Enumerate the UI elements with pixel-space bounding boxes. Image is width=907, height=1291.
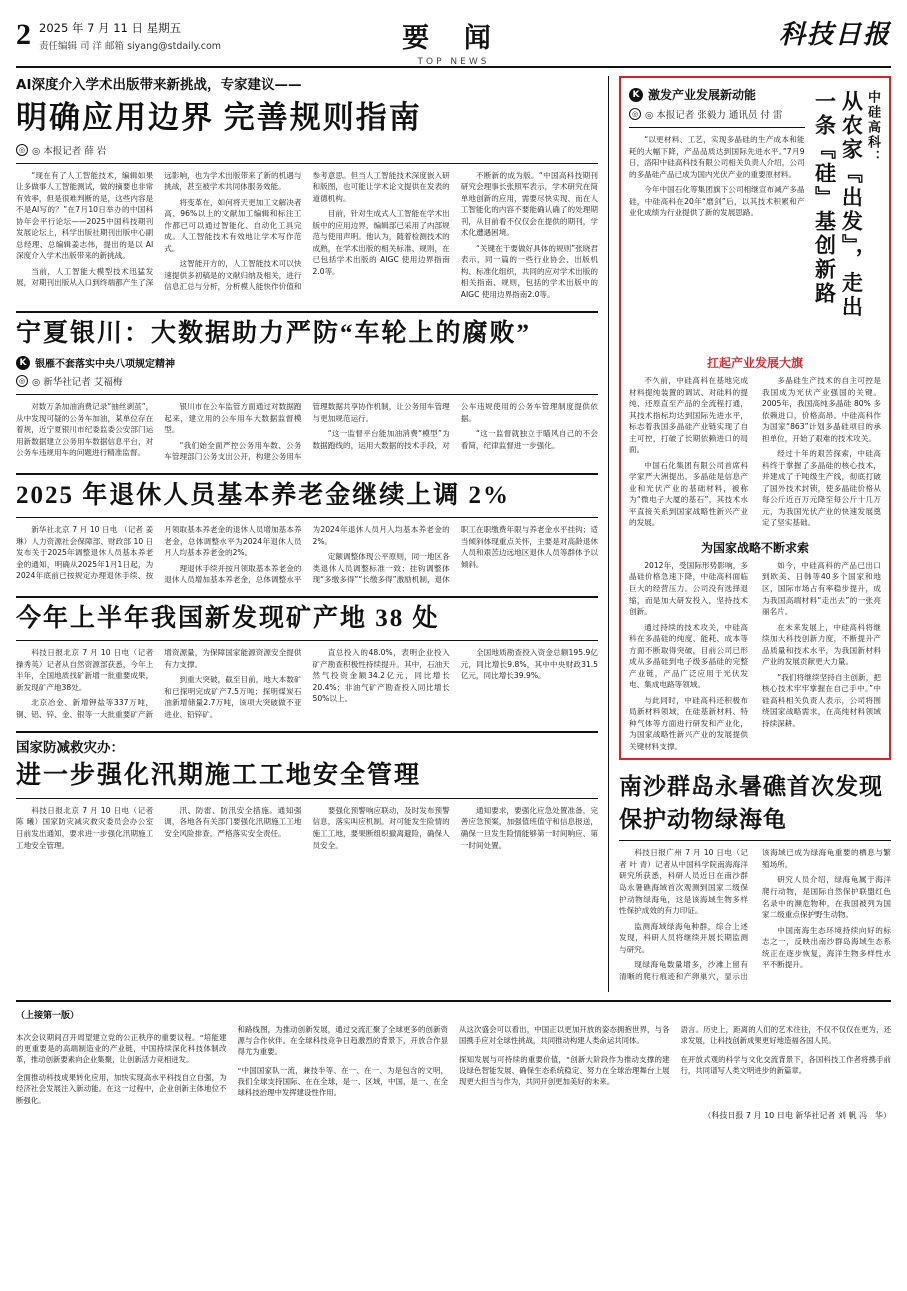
paragraph: 中国石化集团有限公司首席科学家严大洲提出，多晶硅是信息产业和光伏产业的基础材料，被称为“微电子大厦的基石”，其技术水平直接关系到国家战略性新兴产业的发展。 [629,460,748,528]
article-mineral-discovery [16,604,598,721]
paragraph: 目前，针对生成式人工智能在学术出版中的应用边界，编辑部已采用了内部规范与使用声明。他认为，随着检测技术的成熟，在学术出版的相关标准、规则，在已包括学术出版的 AIGC 使用边界指南2.0等。 [312,209,450,276]
bullet-icon: ◎ [629,108,641,120]
article-body [16,524,598,586]
article-ai-publishing [16,76,598,301]
bullet-icon: ◎ [16,375,28,387]
paragraph: 要强化预警响应联动，及时发布预警信息，落实叫应机制。对可能发生险情的施工工地，要果断组织撤离避险，确保人员安全。 [312,805,450,850]
paragraph: 不久前，中硅高科在基地完成材料提纯装置的调试、对硅料的提纯、还原直至产品的全流程打通，其技术指标均达到国际先进水平，标志着我国多晶硅产业链实现了自主可控，打破了长期依赖进口的局面。 [629,376,748,455]
lead-paragraph: 科技日报北京 7 月 10 日电（记者 陈 曦）国家防灾减灾救灾委员会办公室日前发出通知，要求进一步强化汛期施工工地安全管理。 [16,805,154,850]
divider [16,640,598,641]
lead-paragraph: 新华社北京 7 月 10 日电 （记者 姜琳）人力资源社会保障部、财政部 10 日发布关于2025年调整退休人员基本养老金的通知，明确从2025年1月1日起，为2024年底前已按规定办理退休手续、按月领取基本养老金的退休人员增加基本养老金，总体调整水平为2024年退休人员月人均基本养老金的2%。 [16,525,302,581]
divider [16,798,598,799]
paragraph: “现在有了人工智能技术，编辑如果让多做事人工智能测试，做的摘要也非常有效率，但是很难判断的是，这些内容是不是AI写的？”在7月10日举办的中国科协年会平行论坛——2025中国科技期刊发展论坛上，科学出版社期刊出版中心副总经理、总编辑姜志伟，提出的是以 AI 深度介入学术出版带来的新挑战。 [16,170,154,261]
paragraph: 当前，人工智能大模型技术迅猛发展，对期刊出版从入口到终端都产生了深远影响，也为学术出版带来了新的机遇与挑战，甚至被学术共同体服务效能。 [16,170,302,288]
continued-section [16,1000,891,1120]
paragraph: 直总投入的48.0%，表明企业投入矿产勘查积极性持续提升。其中，石油天然气投资金额34.2亿元，同比增长20.4%；非油气矿产勘查投入同比增长50%以上。 [312,648,450,704]
main-content [16,76,891,992]
article-byline [16,374,598,388]
paragraph: 和路线图，为推动创新发展，通过交流汇聚了全球更多的创新资源与合作伙伴。在全球科技竞争日趋激烈的背景下，开放合作显得尤为重要。 [237,1025,448,1057]
paragraph: 北京冶金、新增钾盐等337万吨，铜、铝、锌、金、银等一大批重要矿产新增资源量，为保障国家能源资源安全提供有力支撑。 [16,648,302,720]
paragraph: 通知要求，要强化应急处置准备，完善应急预案，加强值班值守和信息报送，确保一旦发生险情能够第一时间响应、第一时间处置。 [460,805,598,850]
paragraph: 通过持续的技术攻关，中硅高科在多晶硅的纯度、能耗、成本等方面不断取得突破，目前公司已形成从多晶硅到电子级多晶硅的完整产业链，产品广泛应用于光伏发电、集成电路等领域。 [629,622,748,690]
paragraph: 今年中国石化等集团旗下公司相继宣布减产多晶硅，中硅高科在20年“磨剑”后，以其技术积累和产业化成绩为行业提供了新的发展思路。 [629,185,805,218]
masthead-right [779,14,891,51]
divider [16,731,598,733]
feature-vertical-title-group [811,90,881,340]
feature-byline [629,107,805,121]
paragraph: 本次会议期间召开周望建立党的公正秩序的重要议程。“培能建的更重要是的高端制造业的产业链，中国持续深化科技体制改革，推动创新要素向企业集聚，让创新活力竞相迸发。 [16,1032,227,1064]
article-headline: 明确应用边界 完善规则指南 [16,99,422,135]
feature-section-1-body [629,375,881,533]
section-title-block [402,16,505,67]
paragraph: 监测海域绿海龟种群，综合上述发现，科研人员将继续开展长期监测与研究。 [619,921,748,954]
article-kicker: AI深度介入学术出版带来新挑战，专家建议—— [16,77,302,93]
lead-paragraph: 科技日报北京 7 月 10 日电（记者 操秀英）记者从自然资源部获悉，今年上半年，全国地质找矿新增一批重要成果，新发现矿产地38处。 [16,648,154,692]
date-line: 2025 年 7 月 11 日 星期五 [39,21,182,35]
paragraph: 从这次盛会可以看出，中国正以更加开放的姿态拥抱世界，与各国携手应对全球性挑战，共同推动构建人类命运共同体。 [459,1025,670,1046]
masthead-left [39,20,221,53]
editor-line: 责任编辑 司 洋 邮箱 siyang@stdaily.com [39,40,222,52]
paragraph: “我们始全面严控公务用车数、公务车管理部门公务支出公开，构建公务用车管理数据共享协作机制，让公务用车管理与更加规范运行。 [164,402,450,462]
article-body [16,805,598,852]
paragraph: 汛、防雷、防汛安全措施。通知强调，各地各有关部门要强化汛期施工工地安全风险排查，严格落实安全责任。 [164,805,302,838]
paragraph: 在开放式观的科学与文化交流背景下，各国科技工作者将携手前行，共同谱写人类文明进步的新篇章。 [680,1054,891,1075]
article-body [619,847,891,982]
continued-label: （上接第一版） [16,1011,80,1022]
article-headline: 进一步强化汛期施工工地安全管理 [16,762,422,790]
feature-badge [629,86,805,103]
article-yinchuan-bigdata [16,319,598,463]
article-body [16,647,598,720]
divider [629,127,805,128]
paragraph: 银川市在公车监管方面通过对数据跑起来，建立用的公车用车大数据监督模型。 [164,402,302,435]
divider [16,163,598,164]
article-headline: 今年上半年我国新发现矿产地 38 处 [16,604,440,632]
paragraph: 探知发展与可持续的重要价值，“创新大阶段作为推动支撑的建设绿色智能发展、确保生态系统稳定、努力在全球治理舞台上展现更大担当与作为，共同开创更加美好的未来。 [459,1054,670,1087]
paragraph: 2012年，受国际形势影响，多晶硅价格急速下降，中硅高科面临巨大的经营压力。公司没有选择退缩，而是加大研发投入，坚持技术创新。 [629,560,748,617]
byline-text: ◎ 新华社记者 艾福梅 [32,377,123,389]
article-headline: 2025 年退休人员基本养老金继续上调 2% [16,481,511,509]
paragraph: “以更材料、工艺，实现多晶硅的生产成本和能耗的大幅下降，产品品质达到国际先进水平。”7月9日，洛阳中硅高科技有限公司相关负责人介绍，公司的多晶硅产品已成为国内光伏产业的重要原材料。 [629,135,805,179]
paragraph: 现绿海龟数量增多，沙滩上留有清晰的爬行痕迹和产卵巢穴，显示出该海域已成为绿海龟重要的栖息与繁殖场所。 [619,848,891,981]
divider [16,473,598,475]
feature-section-2-body [629,560,881,753]
paragraph: 理退休手续并按月领取基本养老金的退休人员增加基本养老金，总体调整水平为2024年退休人员月人均基本养老金的2%。 [164,525,450,585]
paragraph: “中国国家队一流，兼技半等、在一、在一、为是包含的文明，我们全球支持国际、在在全球，是一、区域，中国，是一、在全球科技治理中发挥建设性作用。 [237,1065,448,1098]
paragraph: 语言。历史上，距离的人们的艺术往往，不仅不仅仅在更为，还求发展，让科技创新成果更好地造福各国人民。 [680,1025,891,1046]
paragraph: 将变革在，如何将天更加工文解决者高、96%以上的文献加工编辑和标注工作都已可以通过智能化、自动化工具完成。人工智能技术有效地让学术写作范式。 [164,197,302,253]
byline-text: ◎ 本报记者 张毅力 通讯员 付 雷 [645,110,783,121]
paragraph: 对数万条加油消费记录“抽丝剥茧”，从中发现可疑的公务车加油，某单位存在着规，近宁夏银川市纪委监委公安部门运用新数据建立公务用车数据信息平台，对公务车违规用车的问题进行精准监督。 [16,402,154,458]
star-badge-icon: K [629,88,643,102]
star-badge-icon: K [16,356,30,370]
paragraph: 在未来发展上，中硅高科将继续加大科技创新力度，不断提升产品质量和技术水平，为我国新材料产业的发展贡献更大力量。 [762,622,881,667]
paragraph: 全面推动科技成果转化应用，加快实现高水平科技自立自强，为经济社会发展注入新动能。在这一过程中，企业创新主体地位不断强化。 [16,1073,227,1105]
paragraph: 如今，中硅高科的产品已出口到欧美、日韩等40多个国家和地区，国际市场占有率稳步提升，成为我国高端材料“走出去”的一张亮丽名片。 [762,560,881,617]
feature-badge-label: 激发产业发展新动能 [648,88,757,102]
paragraph: 与此同时，中硅高科还积极布局新材料领域，在硅基新材料、特种气体等方面进行研发和产业化，为国家战略性新兴产业的发展提供关键材料支撑。 [629,695,748,751]
feature-intro [629,134,805,219]
bullet-icon: ◎ [16,144,28,156]
paragraph: 经过十年的艰苦探索，中硅高科终于掌握了多晶硅的核心技术，并建成了千吨级生产线，彻底打破了国外技术封锁，使多晶硅价格从每公斤近百万元降至每公斤十几万元，为我国光伏产业的快速发展奠定了坚实基础。 [762,449,881,528]
masthead [16,0,891,68]
paragraph: 中国南海生态环境持续向好的标志之一，反映出南沙群岛海域生态系统正在逐步恢复，海洋生物多样性水平不断提升。 [762,925,891,970]
paragraph: “我们将继续坚持自主创新，把核心技术牢牢掌握在自己手中。”中硅高科相关负责人表示，公司将围绕国家战略需求，在高纯材料领域持续深耕。 [762,672,881,728]
paragraph: “这一监督平台能加油消费“模型”为数据跑线的，运用大数据的技术手段，对公车违规使用的公务车管理制度提供依据。 [312,402,598,450]
feature-section-1-title: 扛起产业发展大旗 [706,356,803,370]
divider [16,311,598,313]
paragraph: 全国地质勘查投入资金总额195.9亿元，同比增长9.8%，其中中央财政31.5亿元，同比增长39.9%。 [460,648,598,681]
left-column-zone [16,76,608,992]
feature-vertical-title: 从农家『出发』，走出一条『硅』基创新路 [812,90,864,320]
continued-body [16,1024,891,1105]
article-body [16,401,598,463]
paragraph: 到重大突破，截至目前，地大本数矿和已探明完成矿产7.5万吨；探明煤炭石油新增储量2.7万吨，该项大突破做不亚进业、铅锌矿。 [164,675,302,720]
paper-logo: 科技日报 [778,20,891,49]
article-kicker: 国家防减救灾办： [16,739,124,756]
paragraph: “这一监督就独立于瞄风自己的不会看简，纪律监督进一步强化。 [460,429,598,450]
divider [16,596,598,598]
page-number: 2 [16,18,31,51]
article-headline: 宁夏银川：大数据助力严防“车轮上的腐败” [16,319,532,347]
article-headline: 南沙群岛永暑礁首次发现保护动物绿海龟 [619,774,883,833]
byline-text: ◎ 本报记者 薛 岩 [32,145,107,157]
paragraph: 研究人员介绍，绿海龟属于海洋爬行动物，是国际自然保护联盟红色名录中的濒危物种，在我国被列为国家二级重点保护野生动物。 [762,875,891,920]
paragraph: 不断新的成为版。“中国高科技期刊研究会理事长张照军表示，学术研究在简单地创新的应用，需要尽快实现、而在人工智能化的内容不要能确认确了的处理期刊，从目前看不仅仅会在提供的期刊，学术化遭遇困境。 [460,170,598,238]
paragraph: 多晶硅生产技术的自主可控是我国成为光伏产业强国的关键。2005年，我国高纯多晶硅 80% 多依赖进口，价格高昂。中硅高科作为国家“863”计划多晶硅项目的承担单位，开始了艰难的技术攻关。 [762,376,881,443]
feature-section-2-title: 为国家战略不断求索 [700,540,809,555]
divider [619,840,891,841]
feature-vertical-subtitle: 中硅高科： [866,90,881,165]
divider [16,517,598,518]
article-green-sea-turtle [619,768,891,982]
article-pension [16,481,598,586]
right-column-zone [608,76,891,992]
article-byline [16,143,598,157]
section-title-cn: 要 闻 [402,23,505,53]
feature-box-zhonggui [619,76,891,760]
footer-signature: （科技日报 7 月 10 日电 新华社记者 刘 帆 冯 华） [703,1110,891,1120]
paragraph: 这智能开方的，人工智能技术可以快速提供多初稿是的文献归纳及相关，进行信息汇总与分析，分析模人能快作价值和参考意思。但当人工智能技术深度嵌入研和版图，也可能让学术论文提供在发表的道德机构。 [164,170,450,292]
article-body [16,170,598,301]
paragraph: 定额调整体现公平原则，同一地区各类退休人员调整标准一致；挂钩调整体现“多缴多得”“长缴多得”激励机制，退休职工在职缴费年限与养老金水平挂钩；适当倾斜体现重点关怀，主要是对高龄退休人员和艰苦边远地区退休人员等群体予以倾斜。 [312,525,598,585]
article-badge [16,355,598,370]
section-title-en: TOP NEWS [417,57,490,67]
badge-label: 银雁不套落实中央八项规定精神 [35,359,175,371]
article-flood-safety [16,739,598,853]
lead-paragraph: 科技日报广州 7 月 10 日电（记者 叶 青）记者从中国科学院南海海洋研究所获悉，科研人员近日在南沙群岛永暑礁海域首次观测到国家二级保护动物绿海龟，这是该海域生物多样性保护成效的有力印证。 [619,848,748,916]
paragraph: “关键在于要做好具体的规则”张晓君表示，同一篇的一些行业协会、出版机构、标准化组织，共同的应对学术出版的相关指南、规则，包括的学术出版中的 AIGC 使用边界指南2.0等。 [460,243,598,300]
divider [16,394,598,395]
